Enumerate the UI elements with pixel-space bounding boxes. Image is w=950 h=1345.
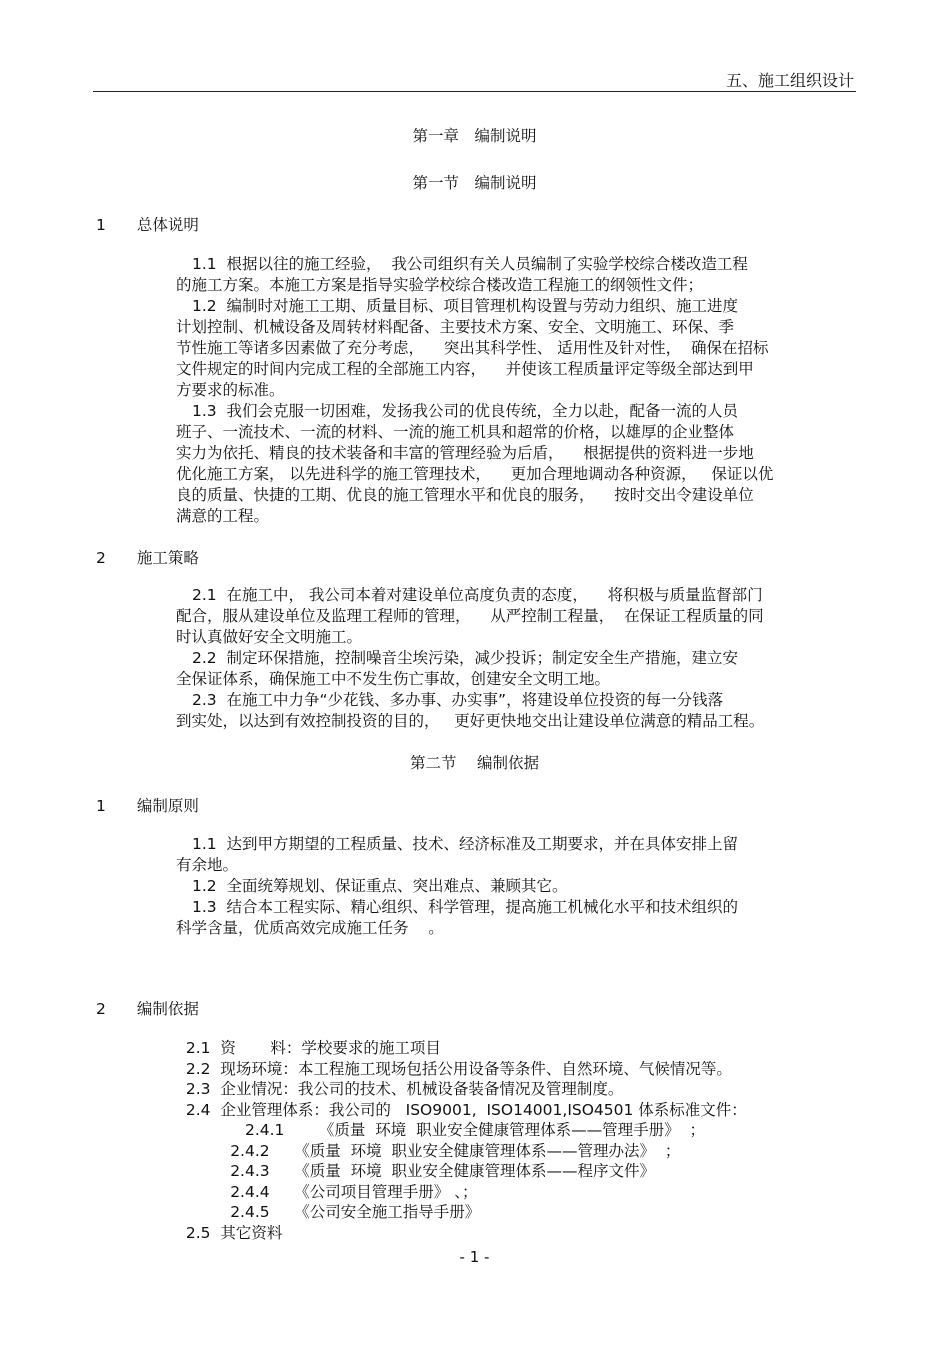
basis-list bbox=[176, 1038, 747, 1243]
text-line: 时认真做好安全文明施工。 bbox=[176, 628, 363, 646]
text-line: 优化施工方案， 以先进科学的施工管理技术， 更加合理地调动各种资源， 保证以优 bbox=[176, 465, 774, 483]
heading-basis: 2 编制依据 bbox=[96, 1000, 199, 1018]
text-line: 1.3 我们会克服一切困难，发扬我公司的优良传统，全力以赴，配备一流的人员 bbox=[192, 402, 739, 420]
running-header: 五、施工组织设计 bbox=[725, 71, 854, 90]
text-line: 到实处，以达到有效控制投资的目的， 更好更快地交出让建设单位满意的精品工程。 bbox=[176, 712, 765, 730]
section-title-1: 第一节 编制说明 bbox=[412, 174, 537, 192]
text-line: 有余地。 bbox=[176, 856, 239, 874]
list-item: 2.2 现场环境：本工程施工现场包括公用设备等条件、自然环境、气候情况等。 bbox=[176, 1059, 732, 1078]
list-item: 2.4.2 《质量 环境 职业安全健康管理体系——管理办法》 ； bbox=[176, 1141, 681, 1160]
header-rule bbox=[93, 91, 856, 92]
text-line: 文件规定的时间内完成工程的全部施工内容， 并使该工程质量评定等级全部达到甲 bbox=[176, 360, 754, 378]
heading-strategy: 2 施工策略 bbox=[96, 549, 199, 567]
para-strategy bbox=[176, 585, 856, 732]
section-title-2: 第二节 编制依据 bbox=[410, 754, 539, 772]
text-line: 1.2 编制时对施工工期、质量目标、项目管理机构设置与劳动力组织、施工进度 bbox=[192, 297, 739, 315]
text-line: 1.3 结合本工程实际、精心组织、科学管理，提高施工机械化水平和技术组织的 bbox=[192, 898, 739, 916]
text-line: 1.1 达到甲方期望的工程质量、技术、经济标准及工期要求，并在具体安排上留 bbox=[192, 835, 739, 853]
text-line: 方要求的标准。 bbox=[176, 381, 285, 399]
text-line: 实力为依托、精良的技术装备和丰富的管理经验为后盾， 根据提供的资料进一步地 bbox=[176, 444, 754, 462]
text-line: 班子、一流技术、一流的材料、一流的施工机具和超常的价格，以雄厚的企业整体 bbox=[176, 423, 735, 441]
para-overall bbox=[176, 254, 856, 527]
text-line: 良的质量、快捷的工期、优良的施工管理水平和优良的服务， 按时交出令建设单位 bbox=[176, 486, 754, 504]
text-line: 计划控制、机械设备及周转材料配备、主要技术方案、安全、文明施工、环保、季 bbox=[176, 318, 735, 336]
text-line: 配合，服从建设单位及监理工程师的管理， 从严控制工程量， 在保证工程质量的同 bbox=[176, 607, 764, 625]
text-line: 2.2 制定环保措施，控制噪音尘埃污染，减少投诉；制定安全生产措施，建立安 bbox=[192, 649, 739, 667]
page-number: - 1 - bbox=[459, 1248, 490, 1266]
list-item: 2.3 企业情况：我公司的技术、机械设备装备情况及管理制度。 bbox=[176, 1080, 624, 1098]
text-line: 1.1 根据以往的施工经验， 我公司组织有关人员编制了实验学校综合楼改造工程 bbox=[192, 255, 748, 273]
list-item: 2.4.4 《公司项目管理手册》 、； bbox=[176, 1182, 478, 1201]
para-principles bbox=[176, 834, 856, 939]
list-item: 2.1 资 料：学校要求的施工项目 bbox=[176, 1039, 441, 1057]
list-item: 2.4.3 《质量 环境 职业安全健康管理体系——程序文件》 bbox=[176, 1162, 655, 1180]
text-line: 的施工方案。本施工方案是指导实验学校综合楼改造工程施工的纲领性文件； bbox=[176, 276, 704, 294]
text-line: 1.2 全面统筹规划、保证重点、突出难点、兼顾其它。 bbox=[192, 877, 568, 895]
text-line: 节性施工等诸多因素做了充分考虑， 突出其科学性、 适用性及针对性， 确保在招标 bbox=[176, 339, 769, 357]
heading-principles: 1 编制原则 bbox=[96, 797, 199, 815]
text-line: 2.1 在施工中， 我公司本着对建设单位高度负责的态度， 将积极与质量监督部门 bbox=[192, 586, 763, 604]
list-item: 2.4 企业管理体系：我公司的 ISO9001, ISO14001,ISO4501 体系标准文件： bbox=[176, 1100, 747, 1119]
text-line: 2.3 在施工中力争“少花钱、多办事、办实事”，将建设单位投资的每一分钱落 bbox=[192, 691, 724, 709]
list-item: 2.5 其它资料 bbox=[176, 1223, 283, 1242]
text-line: 全保证体系，确保施工中不发生伤亡事故，创建安全文明工地。 bbox=[176, 670, 611, 688]
list-item: 2.4.5 《公司安全施工指导手册》 bbox=[176, 1203, 481, 1221]
text-line: 满意的工程。 bbox=[176, 507, 270, 525]
chapter-title: 第一章 编制说明 bbox=[412, 127, 537, 145]
text-line: 科学含量，优质高效完成施工任务 。 bbox=[176, 919, 444, 937]
list-item: 2.4.1 《质量 环境 职业安全健康管理体系——管理手册》 ； bbox=[176, 1121, 705, 1139]
heading-overall: 1 总体说明 bbox=[96, 216, 199, 234]
